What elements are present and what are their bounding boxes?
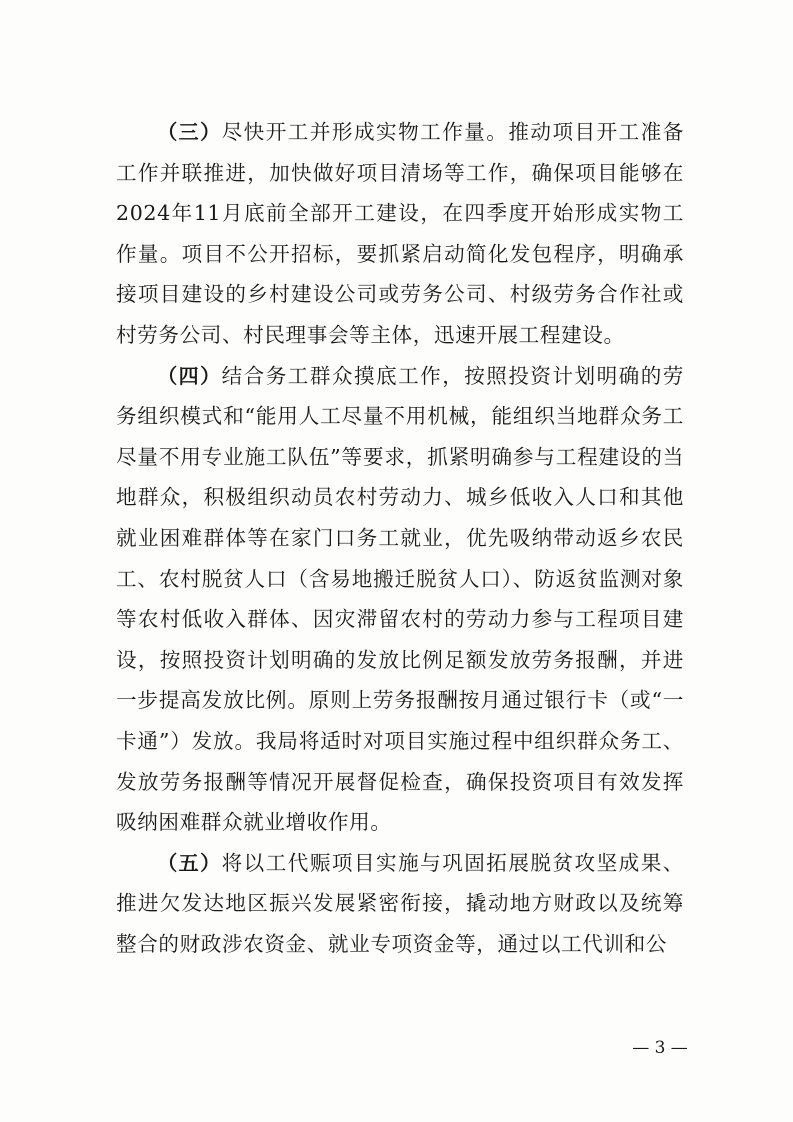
paragraph-heading: （三）	[157, 120, 222, 144]
paragraph-5	[116, 843, 684, 965]
paragraph-text: 尽快开工并形成实物工作量。推动项目开工准备工作并联推进，加快做好项目清场等工作，确保项目能够在2024年11月底前全部开工建设，在四季度开始形成实物工作量。项目不公开招标，要抓紧启动简化发包程序，明确承接项目建设的乡村建设公司或劳务公司、村级劳务合作社或村劳务公司、村民理事会等主体，迅速开展工程建设。	[116, 120, 684, 347]
document-body	[116, 112, 684, 964]
paragraph-4	[116, 356, 684, 843]
paragraph-heading: （四）	[157, 363, 222, 388]
page-number: — 3 —	[632, 1038, 688, 1058]
paragraph-heading: （五）	[157, 850, 222, 875]
paragraph-3	[116, 112, 684, 356]
paragraph-text: 将以工代赈项目实施与巩固拓展脱贫攻坚成果、推进欠发达地区振兴发展紧密衔接，撬动地方财政以及统筹整合的财政涉农资金、就业专项资金等，通过以工代训和公	[116, 850, 684, 956]
paragraph-text: 结合务工群众摸底工作，按照投资计划明确的劳务组织模式和“能用人工尽量不用机械，能组织当地群众务工尽量不用专业施工队伍”等要求，抓紧明确参与工程建设的当地群众，积极组织动员农村劳动力、城乡低收入人口和其他就业困难群体等在家门口务工就业，优先吸纳带动返乡农民工、农村脱贫人口（含易地搬迁脱贫人口）、防返贫监测对象等农村低收入群体、因灾滞留农村的劳动力参与工程项目建设，按照投资计划明确的发放比例足额发放劳务报酬，并进一步提高发放比例。原则上劳务报酬按月通过银行卡（或“一卡通”）发放。我局将适时对项目实施过程中组织群众务工、发放劳务报酬等情况开展督促检查，确保投资项目有效发挥吸纳困难群众就业增收作用。	[116, 363, 684, 835]
